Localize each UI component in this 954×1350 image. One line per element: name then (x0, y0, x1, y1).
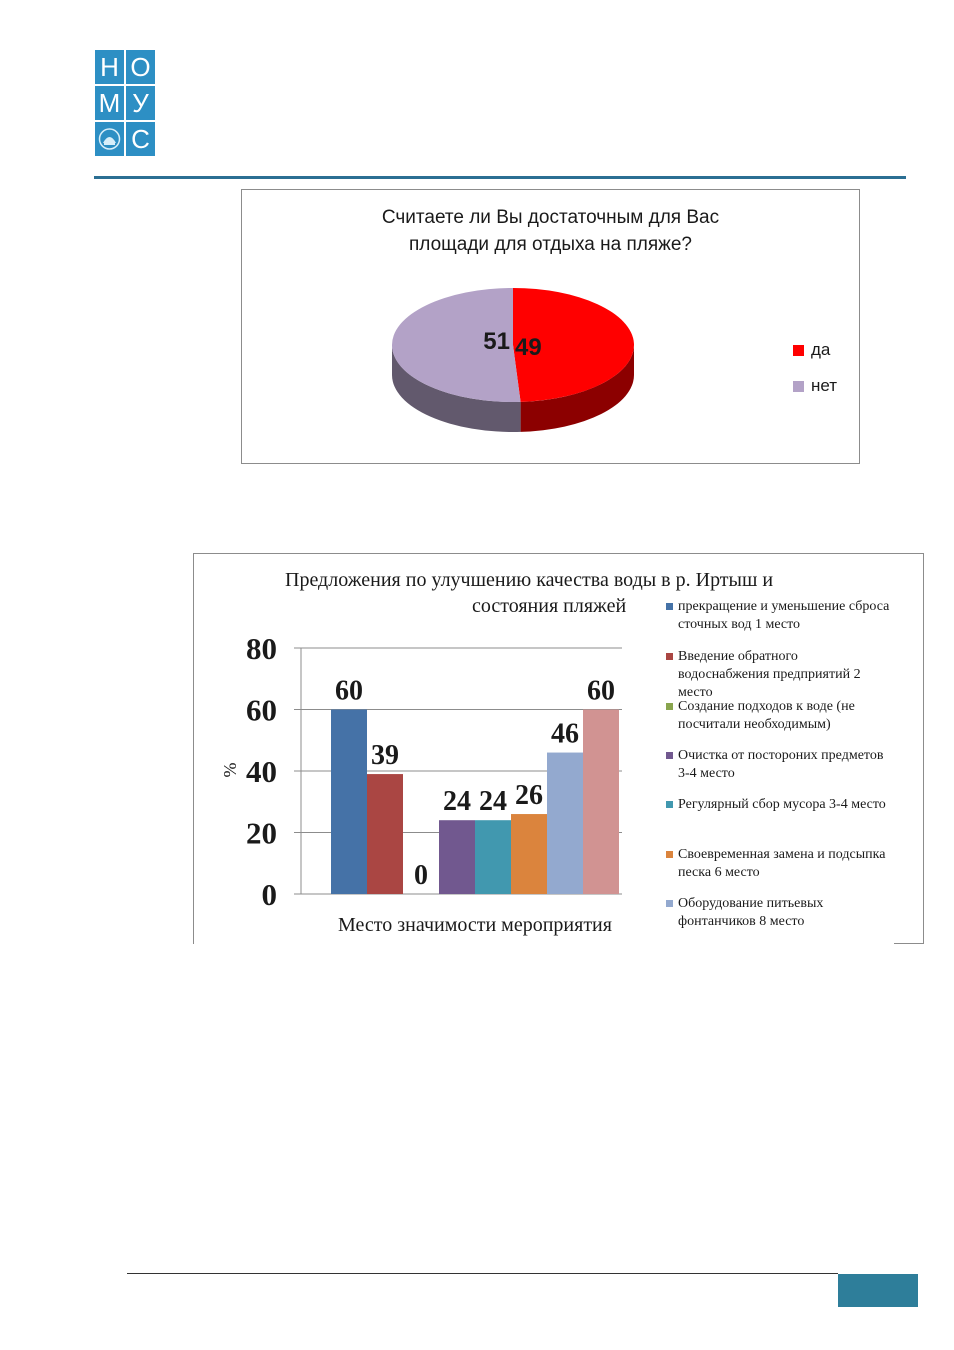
pie-legend-item (793, 368, 837, 404)
bar-legend-label (678, 796, 922, 814)
bar (331, 710, 367, 895)
bar-legend-label-line: Регулярный сбор мусора 3-4 место (678, 797, 886, 812)
bar-data-label: 26 (515, 780, 543, 812)
logo-letter: Н (95, 50, 124, 84)
bar-chart-title-line: Предложения по улучшению качества воды в р. Иртыш и (285, 569, 774, 591)
pie-legend-swatch (793, 345, 804, 356)
y-tick-label: 20 (246, 815, 277, 851)
y-tick-label: 60 (246, 692, 277, 728)
bar-data-label: 0 (414, 860, 428, 891)
pie-legend-item (793, 332, 837, 368)
bar-data-label: 60 (335, 675, 363, 707)
bar-chart-title-line: состояния пляжей (472, 595, 627, 617)
bar-legend-item (666, 846, 922, 882)
bar-data-label: 24 (479, 786, 507, 818)
bar-legend-label (678, 747, 922, 783)
bar (439, 820, 475, 894)
bar-legend-swatch (666, 851, 673, 858)
bar-legend-label-line: Создание подходов к воде (не (678, 699, 855, 714)
footer-page-block (838, 1274, 918, 1307)
chart-frame-stub (894, 943, 924, 944)
bar-legend-label-line: прекращение и уменьшение сброса (678, 599, 890, 614)
bar-legend-item (666, 747, 922, 783)
bar-legend-label-line: песка 6 место (678, 865, 760, 880)
bar (475, 820, 511, 894)
bar-legend-item (666, 648, 922, 702)
header-rule (94, 176, 906, 179)
bar (547, 753, 583, 894)
bar-legend-label-line: Своевременная замена и подсыпка (678, 847, 886, 862)
pie-data-label: 49 (515, 334, 542, 361)
bar-legend-label-line: Введение обратного (678, 649, 798, 664)
bar-legend-swatch (666, 801, 673, 808)
logo (95, 50, 157, 158)
bar-legend-item (666, 895, 922, 931)
bar-legend-label-line: сточных вод 1 место (678, 617, 801, 632)
bar (511, 814, 547, 894)
bar-data-label: 24 (443, 786, 471, 818)
y-axis-label: % (220, 762, 240, 778)
bar-legend-label (678, 895, 922, 931)
bar-legend-label (678, 648, 922, 702)
bar-legend-swatch (666, 752, 673, 759)
bar (367, 774, 403, 894)
bar-legend-swatch (666, 900, 673, 907)
bar-legend-label-line: место (678, 685, 713, 700)
footer-rule (127, 1273, 838, 1274)
y-tick-label: 80 (246, 631, 277, 666)
bar-legend-label (678, 598, 922, 634)
pie-data-label: 51 (483, 328, 510, 355)
bar-legend-item (666, 598, 922, 634)
bar-legend-label (678, 846, 922, 882)
bar-legend-swatch (666, 603, 673, 610)
logo-emblem-icon (95, 122, 124, 156)
x-axis-label: Место значимости мероприятия (338, 914, 612, 936)
logo-letter: У (126, 86, 155, 120)
bar-data-label: 39 (371, 740, 399, 772)
bar-data-label: 46 (551, 718, 579, 750)
logo-letter: О (126, 50, 155, 84)
bar-chart (193, 553, 924, 944)
pie-chart-title-line: площади для отдыха на пляже? (408, 234, 692, 255)
bar-legend-label-line: посчитали необходимым) (678, 717, 831, 732)
pie-chart (241, 189, 860, 464)
y-tick-label: 40 (246, 754, 277, 789)
bar-legend-label-line: 3-4 место (678, 766, 735, 781)
bar-legend-swatch (666, 703, 673, 710)
bar-legend-label-line: Очистка от посторониx предметов (678, 748, 884, 763)
bar (583, 710, 619, 895)
bar-legend-item (666, 796, 922, 814)
pie-chart-plot (242, 190, 859, 463)
bar-legend-label (678, 698, 922, 734)
pie-legend (793, 332, 837, 404)
bar-data-label: 60 (587, 675, 615, 707)
bar-legend-swatch (666, 653, 673, 660)
pie-chart-title-line: Считаете ли Вы достаточным для Вас (381, 207, 720, 228)
bar-legend-item (666, 698, 922, 734)
pie-legend-label: нет (811, 376, 838, 395)
y-tick-label: 0 (261, 877, 277, 912)
bar-legend-label-line: Оборудование питьевых (678, 896, 824, 911)
bar-legend-label-line: водоснабжения предприятий 2 (678, 667, 861, 682)
pie-legend-swatch (793, 381, 804, 392)
logo-letter: С (126, 122, 155, 156)
logo-letter: М (95, 86, 124, 120)
pie-legend-label: да (811, 340, 831, 359)
bar-legend-label-line: фонтанчиков 8 место (678, 914, 805, 929)
